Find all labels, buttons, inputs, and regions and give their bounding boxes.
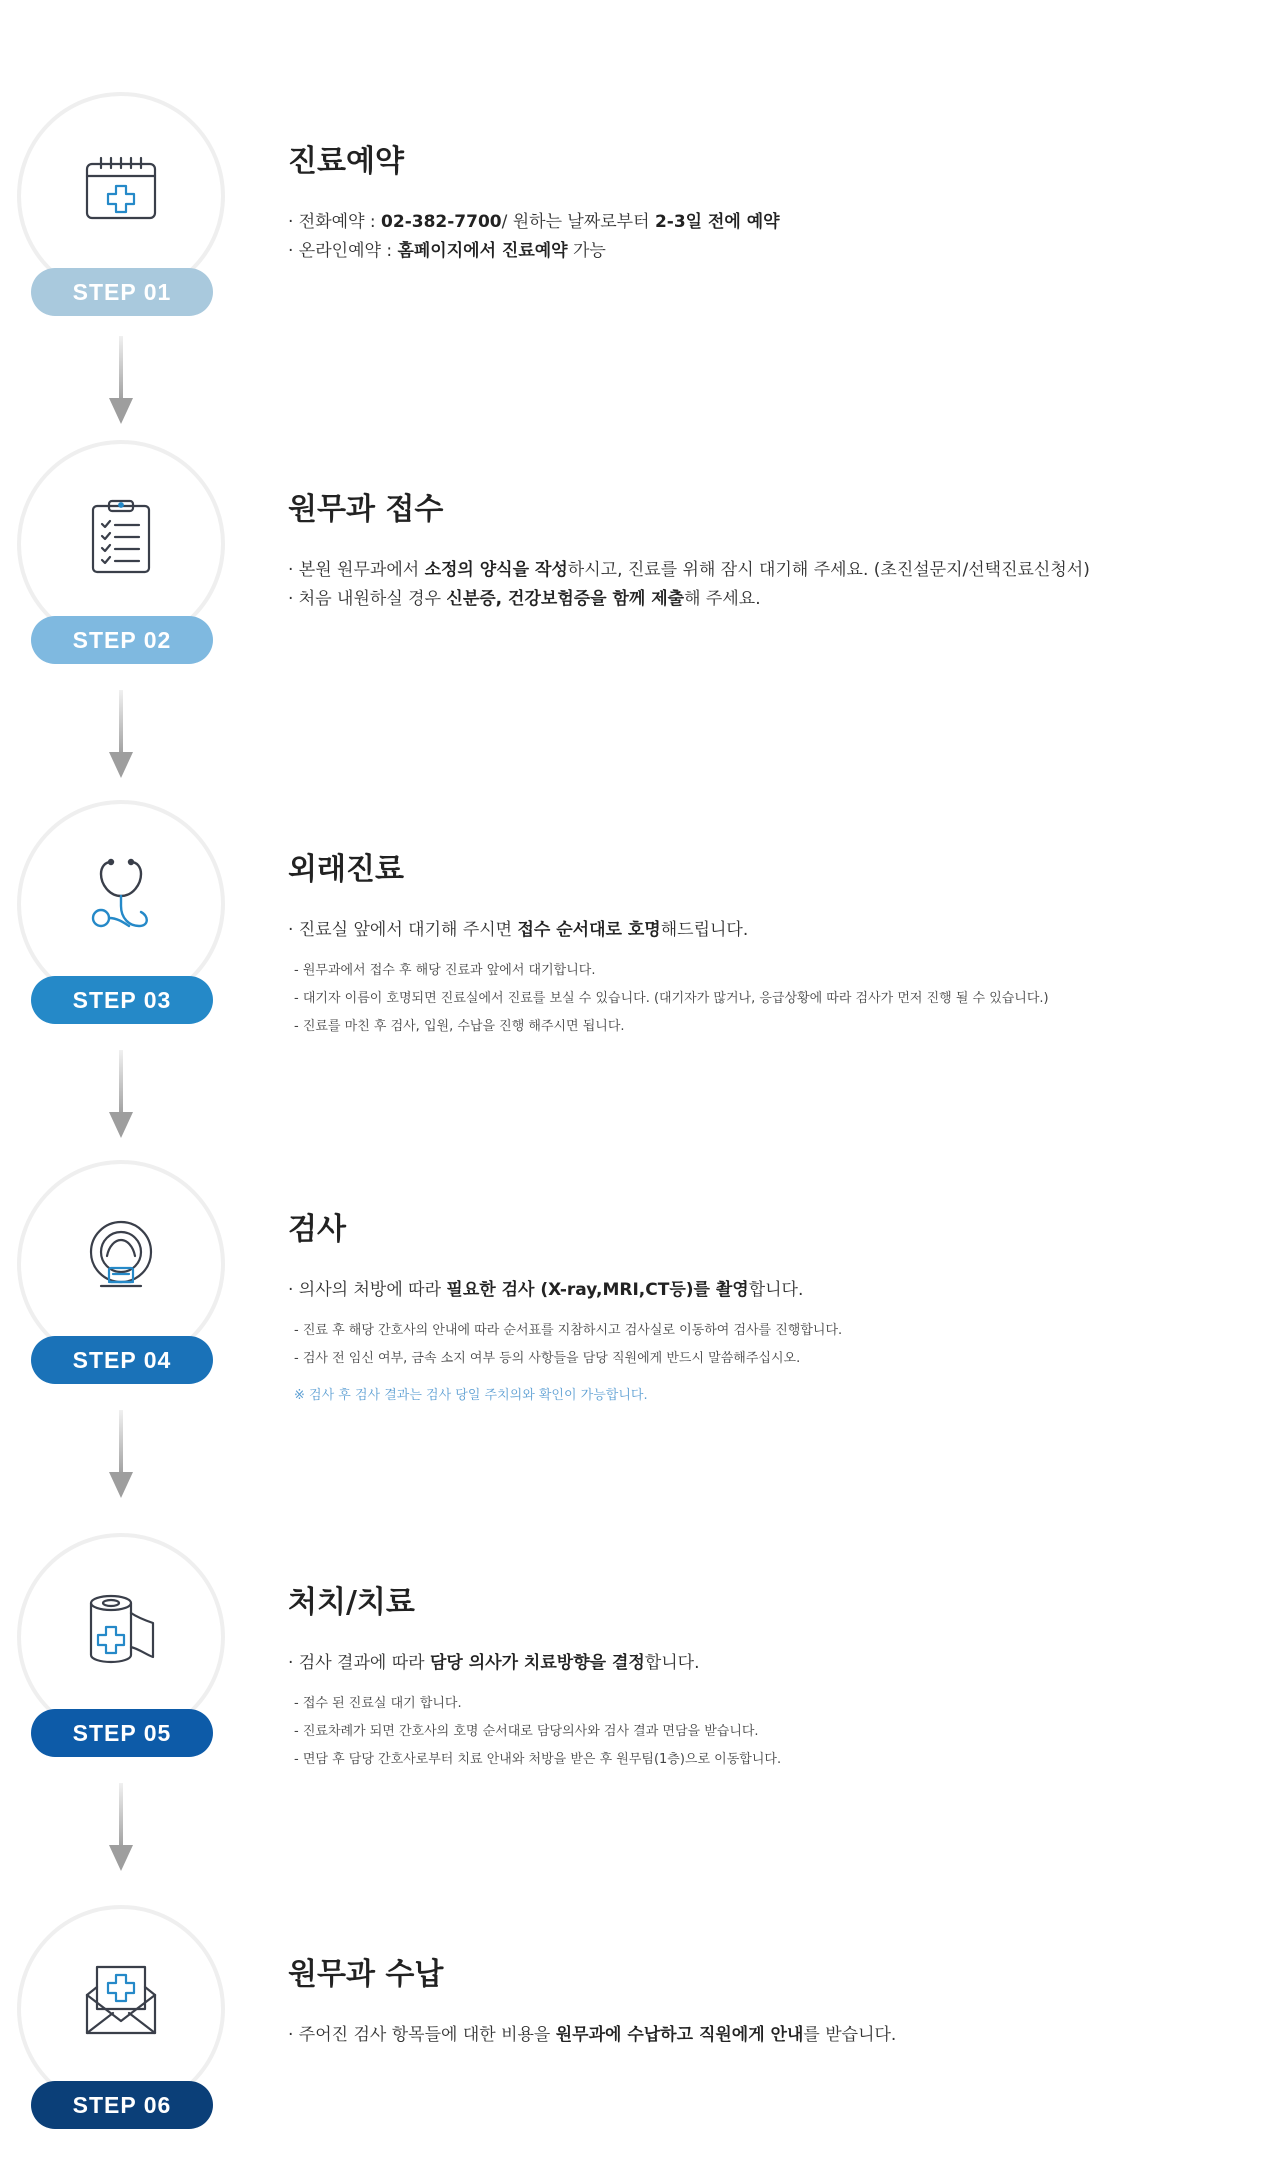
down-arrow-icon xyxy=(108,1410,134,1500)
step-6 xyxy=(0,1905,1280,2145)
highlight-text: 홈페이지에서 진료예약 xyxy=(397,241,568,261)
emphasis-text: 원무과에 수납하고 직원에게 안내 xyxy=(555,2025,804,2045)
down-arrow-icon xyxy=(108,1783,134,1873)
step-1 xyxy=(0,92,1280,332)
emphasis-text: 소정의 양식을 작성 xyxy=(424,560,568,580)
step-badge: STEP 01 xyxy=(31,268,213,316)
step-content xyxy=(288,850,1248,1041)
description-text: · 진료실 앞에서 대기해 주시면 xyxy=(288,920,518,940)
description-text: 를 받습니다. xyxy=(803,2025,897,2045)
description-text: · 온라인예약 : xyxy=(288,241,398,261)
step-description-line xyxy=(288,585,1248,614)
description-text: 해드립니다. xyxy=(660,920,749,940)
step-content xyxy=(288,490,1248,614)
step-5 xyxy=(0,1533,1280,1773)
emphasis-text: 필요한 검사 (X-ray,MRI,CT등)를 촬영 xyxy=(446,1280,749,1300)
step-description-line xyxy=(288,556,1248,585)
step-badge: STEP 02 xyxy=(31,616,213,664)
description-text: · 전화예약 : xyxy=(288,212,382,232)
step-title: 처치/치료 xyxy=(288,1585,415,1620)
step-description-line xyxy=(288,916,1248,945)
step-detail-item: - 검사 전 임신 여부, 금속 소지 여부 등의 사항들을 담당 직원에게 반드시 말씀해주십시오. xyxy=(294,1351,801,1366)
step-title: 원무과 접수 xyxy=(288,492,444,527)
step-badge: STEP 04 xyxy=(31,1336,213,1384)
step-badge: STEP 05 xyxy=(31,1709,213,1757)
description-text: · 본원 원무과에서 xyxy=(288,560,425,580)
step-detail-item: - 원무과에서 접수 후 해당 진료과 앞에서 대기합니다. xyxy=(294,963,596,978)
step-detail-item: - 면담 후 담당 간호사로부터 치료 안내와 처방을 받은 후 원무팀(1층)으로 이동합니다. xyxy=(294,1752,782,1767)
mri-scanner-icon xyxy=(81,1216,161,1296)
step-detail-item: - 진료 후 해당 간호사의 안내에 따라 순서표를 지참하시고 검사실로 이동하여 검사를 진행합니다. xyxy=(294,1323,843,1338)
stethoscope-icon xyxy=(81,856,161,936)
step-title: 외래진료 xyxy=(288,852,404,887)
step-detail-list xyxy=(288,1690,1248,1774)
step-description-line xyxy=(288,208,1248,237)
step-detail-item: - 접수 된 진료실 대기 합니다. xyxy=(294,1696,462,1711)
emphasis-text: 2-3일 전에 예약 xyxy=(654,212,780,232)
bandage-roll-icon xyxy=(81,1589,161,1669)
step-detail-item: - 진료를 마친 후 검사, 입원, 수납을 진행 해주시면 됩니다. xyxy=(294,1019,625,1034)
step-detail-list xyxy=(288,1317,1248,1373)
step-title: 진료예약 xyxy=(288,144,404,179)
step-2 xyxy=(0,440,1280,680)
emphasis-text: 접수 순서대로 호명 xyxy=(517,920,661,940)
description-text: 합니다. xyxy=(644,1653,700,1673)
step-3 xyxy=(0,800,1280,1040)
step-content xyxy=(288,1955,1248,2050)
step-note: ※ 검사 후 검사 결과는 검사 당일 주치의와 확인이 가능합니다. xyxy=(294,1388,648,1403)
description-text: · 처음 내원하실 경우 xyxy=(288,589,447,609)
step-title: 검사 xyxy=(288,1212,346,1247)
description-text: · 검사 결과에 따라 xyxy=(288,1653,430,1673)
description-text: · 주어진 검사 항목들에 대한 비용을 xyxy=(288,2025,556,2045)
calendar-medical-icon xyxy=(81,148,161,228)
highlight-text: 02-382-7700 xyxy=(381,212,502,232)
step-detail-item: - 대기자 이름이 호명되면 진료실에서 진료를 보실 수 있습니다. (대기자가 많거나, 응급상황에 따라 검사가 먼저 진행 될 수 있습니다.) xyxy=(294,991,1049,1006)
emphasis-text: 신분증, 건강보험증을 함께 제출 xyxy=(446,589,685,609)
step-4 xyxy=(0,1160,1280,1403)
down-arrow-icon xyxy=(108,1050,134,1140)
description-text: 가능 xyxy=(567,241,606,261)
clipboard-checklist-icon xyxy=(81,496,161,576)
description-text: 해 주세요. xyxy=(684,589,761,609)
step-description-line xyxy=(288,2021,1248,2050)
step-detail-item: - 진료차례가 되면 간호사의 호명 순서대로 담당의사와 검사 결과 면담을 받습니다. xyxy=(294,1724,759,1739)
step-badge: STEP 03 xyxy=(31,976,213,1024)
step-description-line xyxy=(288,237,1248,266)
step-title: 원무과 수납 xyxy=(288,1957,444,1992)
description-text: 하시고, 진료를 위해 잠시 대기해 주세요. (초진설문지/선택진료신청서) xyxy=(567,560,1090,580)
down-arrow-icon xyxy=(108,336,134,426)
medical-envelope-icon xyxy=(81,1961,161,2041)
step-content xyxy=(288,1583,1248,1774)
step-badge: STEP 06 xyxy=(31,2081,213,2129)
description-text: 합니다. xyxy=(748,1280,804,1300)
step-content xyxy=(288,1210,1248,1409)
description-text: / 원하는 날짜로부터 xyxy=(501,212,655,232)
step-description-line xyxy=(288,1276,1248,1305)
down-arrow-icon xyxy=(108,690,134,780)
step-content xyxy=(288,142,1248,266)
step-detail-list xyxy=(288,957,1248,1041)
step-description-line xyxy=(288,1649,1248,1678)
description-text: · 의사의 처방에 따라 xyxy=(288,1280,447,1300)
emphasis-text: 담당 의사가 치료방향을 결정 xyxy=(429,1653,645,1673)
